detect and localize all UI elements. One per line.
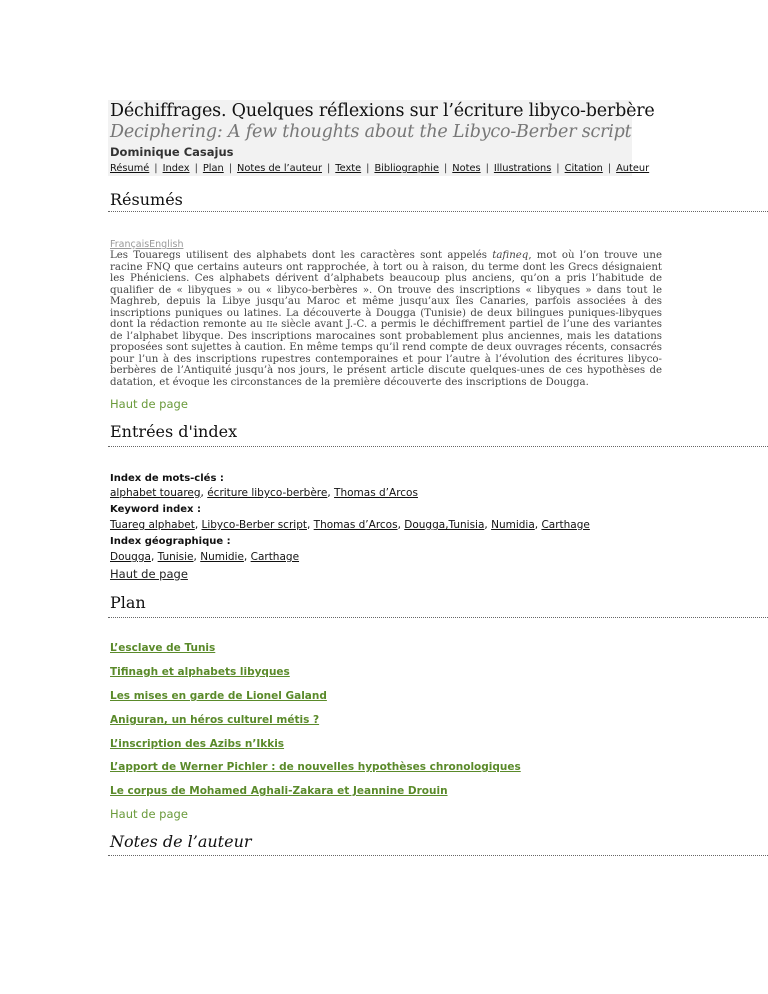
section-divider [108, 446, 768, 447]
author-name: Dominique Casajus [110, 145, 234, 159]
section-divider [108, 617, 768, 618]
toc-link-bibliographie[interactable]: Bibliographie [374, 163, 439, 174]
index-keyword-link[interactable]: Dougga [110, 551, 151, 563]
toc-separator: | [556, 163, 560, 174]
section-heading-notes-auteur: Notes de l’auteur [110, 832, 252, 851]
toc-separator: | [443, 163, 448, 174]
abstract-part: Les Touaregs utilisent des alphabets dont les caractères sont appelés [110, 250, 493, 261]
index-group-title: Index de mots-clés : [110, 473, 224, 484]
toc-link-notes-auteur[interactable]: Notes de l’auteur [237, 163, 322, 174]
toc-separator: | [154, 163, 158, 174]
index-keyword-link[interactable]: Tunisie [157, 551, 194, 563]
index-keyword-link[interactable]: Thomas d’Arcos [334, 487, 418, 499]
toc-separator: | [607, 163, 612, 174]
index-group-items: Tuareg alphabet, Libyco-Berber script, Thomas d’Arcos, Dougga,Tunisia, Numidia, Carthage [110, 519, 590, 531]
toc-link-illustrations[interactable]: Illustrations [493, 163, 552, 174]
abstract-century: IIe [266, 320, 278, 329]
section-heading-resumes: Résumés [110, 190, 183, 209]
plan-item-link[interactable]: Le corpus de Mohamed Aghali-Zakara et Jeannine Drouin [110, 785, 448, 797]
abstract-part: , mot où l’on trouve une racine FNQ que certains auteurs ont rapprochée, à tort ou à raison, du terme dont les Grecs désignaient les Phéniciens. Ces alphabets dérivent d’alphabets beaucoup plus anciens, qu’on a pris l’habitude de qualifier de « libyques » ou « libyco-berbères ». On trouve des inscriptions « libyques » dans tout le Maghreb, depuis la Libye jusqu’au Maroc et même jusqu’aux îles Canaries, parfois associées à des inscriptions puniques ou latines. La découverte à Dougga (Tunisie) de deux bilingues puniques-libyques dont la rédaction remonte au [110, 250, 662, 330]
index-keyword-link[interactable]: Numidie [200, 551, 244, 563]
back-to-top-link[interactable]: Haut de page [110, 397, 188, 411]
index-keyword-link[interactable]: Thomas d’Arcos [313, 519, 398, 531]
article-title: Déchiffrages. Quelques réflexions sur l’écriture libyco-berbère [110, 101, 655, 121]
toc-link-texte[interactable]: Texte [335, 163, 362, 174]
toc-separator: | [485, 163, 489, 174]
index-keyword-link[interactable]: Tuareg alphabet [110, 519, 195, 531]
lang-link-english[interactable]: English [149, 239, 184, 250]
abstract-term: tafineq [492, 250, 529, 261]
back-to-top-link[interactable]: Haut de page [110, 807, 188, 821]
plan-item-link[interactable]: Tifinagh et alphabets libyques [110, 666, 290, 678]
index-keyword-link[interactable]: Numidia [491, 519, 535, 531]
toc-link-notes[interactable]: Notes [452, 163, 481, 174]
plan-item-link[interactable]: Les mises en garde de Lionel Galand [110, 690, 327, 702]
plan-item-link[interactable]: L’inscription des Azibs n’Ikkis [110, 738, 285, 750]
index-keyword-link[interactable]: alphabet touareg [110, 487, 201, 499]
index-keyword-link[interactable]: Carthage [250, 551, 300, 563]
section-heading-plan: Plan [110, 593, 146, 612]
index-group-title: Keyword index : [110, 504, 201, 515]
toc-separator: | [228, 163, 233, 174]
abstract-part: siècle avant J.-C. a permis le déchiffrement partiel de l’une des variantes de l’alphabet libyque. Des inscriptions marocaines sont probablement plus anciennes, mais les datations proposées sont sujettes à caution. En même temps qu’il rend compte de deux ouvrages récents, consacrés pour l’un à des inscriptions rupestres contemporaines et pour l’autre à l’évolution des écritures libyco-berbères de l’Antiquité jusqu’à nos jours, le présent article discute quelques-unes de ces hypothèses de datation, et évoque les circonstances de la première découverte des inscriptions de Dougga. [110, 319, 662, 388]
section-heading-index: Entrées d'index [110, 422, 238, 441]
section-divider [108, 211, 768, 212]
index-group-title: Index géographique : [110, 536, 231, 547]
plan-item-link[interactable]: L’esclave de Tunis [110, 642, 216, 654]
index-keyword-link[interactable]: Libyco-Berber script [201, 519, 307, 531]
toc-link-resume[interactable]: Résumé [110, 163, 150, 174]
toc-link-auteur[interactable]: Auteur [616, 163, 650, 174]
index-keyword-link[interactable]: Carthage [541, 519, 590, 531]
toc-link-plan[interactable]: Plan [202, 163, 224, 174]
toc-separator: | [326, 163, 331, 174]
toc-separator: | [366, 163, 370, 174]
language-switch [110, 239, 183, 250]
plan-item-link[interactable]: L’apport de Werner Pichler : de nouvelles hypothèses chronologiques [110, 761, 521, 773]
article-title-english: Deciphering: A few thoughts about the Libyco-Berber script [110, 122, 632, 142]
index-group-items: alphabet touareg, écriture libyco-berbère, Thomas d’Arcos [110, 487, 418, 499]
lang-link-french[interactable]: Français [110, 239, 150, 250]
index-keyword-link[interactable]: Dougga,Tunisia [404, 519, 485, 531]
toc-link-citation[interactable]: Citation [564, 163, 603, 174]
toc-nav [110, 163, 649, 174]
section-divider [108, 855, 768, 856]
toc-link-index[interactable]: Index [162, 163, 190, 174]
abstract-text [110, 250, 662, 388]
plan-item-link[interactable]: Aniguran, un héros culturel métis ? [110, 714, 320, 726]
index-group-items: Dougga, Tunisie, Numidie, Carthage [110, 551, 300, 563]
index-keyword-link[interactable]: écriture libyco-berbère [207, 487, 328, 499]
back-to-top-link[interactable]: Haut de page [110, 567, 188, 581]
toc-separator: | [194, 163, 198, 174]
